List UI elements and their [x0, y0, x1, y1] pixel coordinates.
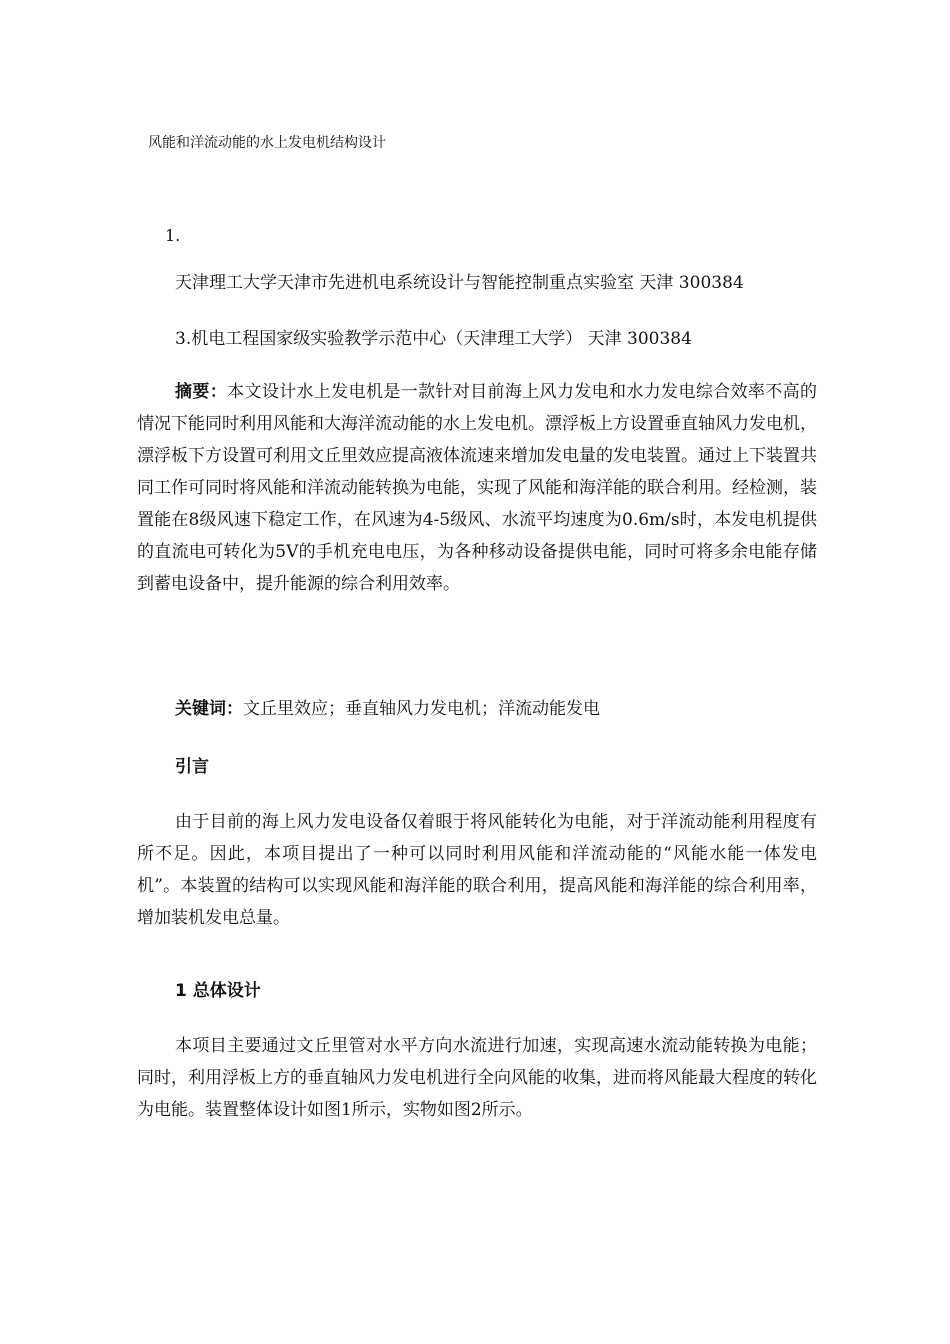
- section-1-paragraph: 本项目主要通过文丘里管对水平方向水流进行加速，实现高速水流动能转换为电能；同时，利用浮板上方的垂直轴风力发电机进行全向风能的收集，进而将风能最大程度的转化为电能。装置整体设计如图1所示，实物如图2所示。: [137, 1036, 817, 1120]
- intro-heading: 引言: [175, 757, 209, 777]
- section-1-heading: 1 总体设计: [175, 981, 261, 1001]
- keywords-label: 关键词：: [175, 699, 243, 719]
- abstract-text: 本文设计水上发电机是一款针对目前海上风力发电和水力发电综合效率不高的情况下能同时利用风能和大海洋流动能的水上发电机。漂浮板上方设置垂直轴风力发电机，漂浮板下方设置可利用文丘里效应提高液体流速来增加发电量的发电装置。通过上下装置共同工作可同时将风能和洋流动能转换为电能，实现了风能和海洋能的联合利用。经检测，装置能在8级风速下稳定工作，在风速为4-5级风、水流平均速度为0.6m/s时，本发电机提供的直流电可转化为5V的手机充电电压，为各种移动设备提供电能，同时可将多余电能存储到蓄电设备中，提升能源的综合利用效率。: [137, 382, 818, 594]
- intro-paragraph: 由于目前的海上风力发电设备仅着眼于将风能转化为电能，对于洋流动能利用程度有所不足。因此，本项目提出了一种可以同时利用风能和洋流动能的“风能水能一体发电机”。本装置的结构可以实现风能和海洋能的联合利用，提高风能和海洋能的综合利用率，增加装机发电总量。: [137, 812, 817, 928]
- abstract-paragraph: [137, 376, 817, 600]
- keywords-line: [175, 694, 600, 719]
- keywords-text: 文丘里效应；垂直轴风力发电机；洋流动能发电: [243, 699, 600, 719]
- affiliation-2: 3.机电工程国家级实验教学示范中心（天津理工大学） 天津 300384: [175, 329, 692, 349]
- document-title: 风能和洋流动能的水上发电机结构设计: [148, 135, 386, 151]
- affiliation-1: 天津理工大学天津市先进机电系统设计与智能控制重点实验室 天津 300384: [175, 273, 744, 293]
- abstract-label: 摘要：: [175, 382, 228, 402]
- author-number: 1.: [165, 226, 181, 245]
